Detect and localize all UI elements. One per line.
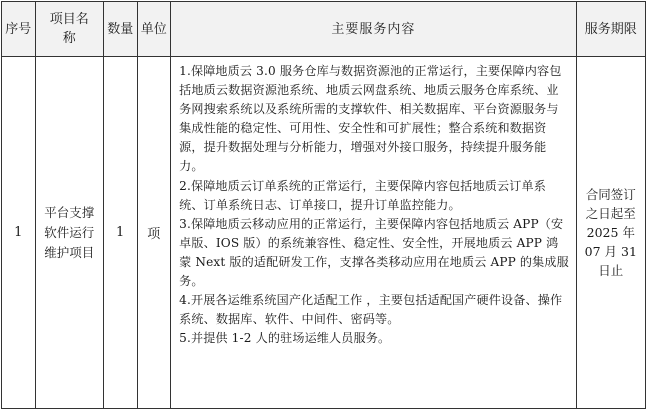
header-period: 服务期限 [576, 2, 645, 57]
cell-name: 平台支撑软件运行维护项目 [35, 57, 103, 409]
content-item-1: 1.保障地质云 3.0 服务仓库与数据资源池的正常运行，主要保障内容包括地质云数据资源池系统、地质云网盘系统、地质云服务仓库系统、业务网搜索系统以及系统所需的支撑软件、相关数据库、平台资源服务与集成性能的稳定性、可用性、安全性和可扩展性；整合系统和数据资源，提升数据处理与分析能力，增强对外接口服务，持续提升服务能力。 [179, 64, 562, 174]
header-content: 主要服务内容 [171, 2, 577, 57]
cell-unit: 项 [137, 57, 171, 409]
header-unit: 单位 [137, 2, 171, 57]
content-item-5: 5.并提供 1-2 人的驻场运维人员服务。 [179, 331, 391, 346]
content-item-3: 3.保障地质云移动应用的正常运行，主要保障内容包括地质云 APP（安卓版、IOS 版）的系统兼容性、稳定性、安全性，开展地质云 APP 鸿蒙 Next 版的适配研发工作，支撑各类移动应用在地质云 APP 的集成服务。 [179, 216, 569, 289]
table-row [2, 57, 646, 409]
cell-period: 合同签订之日起至 2025 年 07 月 31 日止 [576, 57, 645, 409]
header-qty: 数量 [103, 2, 137, 57]
table-header-row [2, 2, 646, 57]
cell-qty: 1 [103, 57, 137, 409]
service-table [1, 1, 646, 409]
content-item-4: 4.开展各运维系统国产化适配工作 ，主要包括适配国产硬件设备、操作系统、数据库、软件、中间件、密码等。 [179, 293, 563, 327]
cell-no: 1 [2, 57, 36, 409]
content-item-2: 2.保障地质云订单系统的正常运行，主要保障内容包括地质云订单系统、订单系统日志、订单接口，提升订单监控能力。 [179, 178, 547, 212]
header-no: 序号 [2, 2, 36, 57]
header-name: 项目名称 [35, 2, 103, 57]
cell-content [171, 57, 577, 409]
